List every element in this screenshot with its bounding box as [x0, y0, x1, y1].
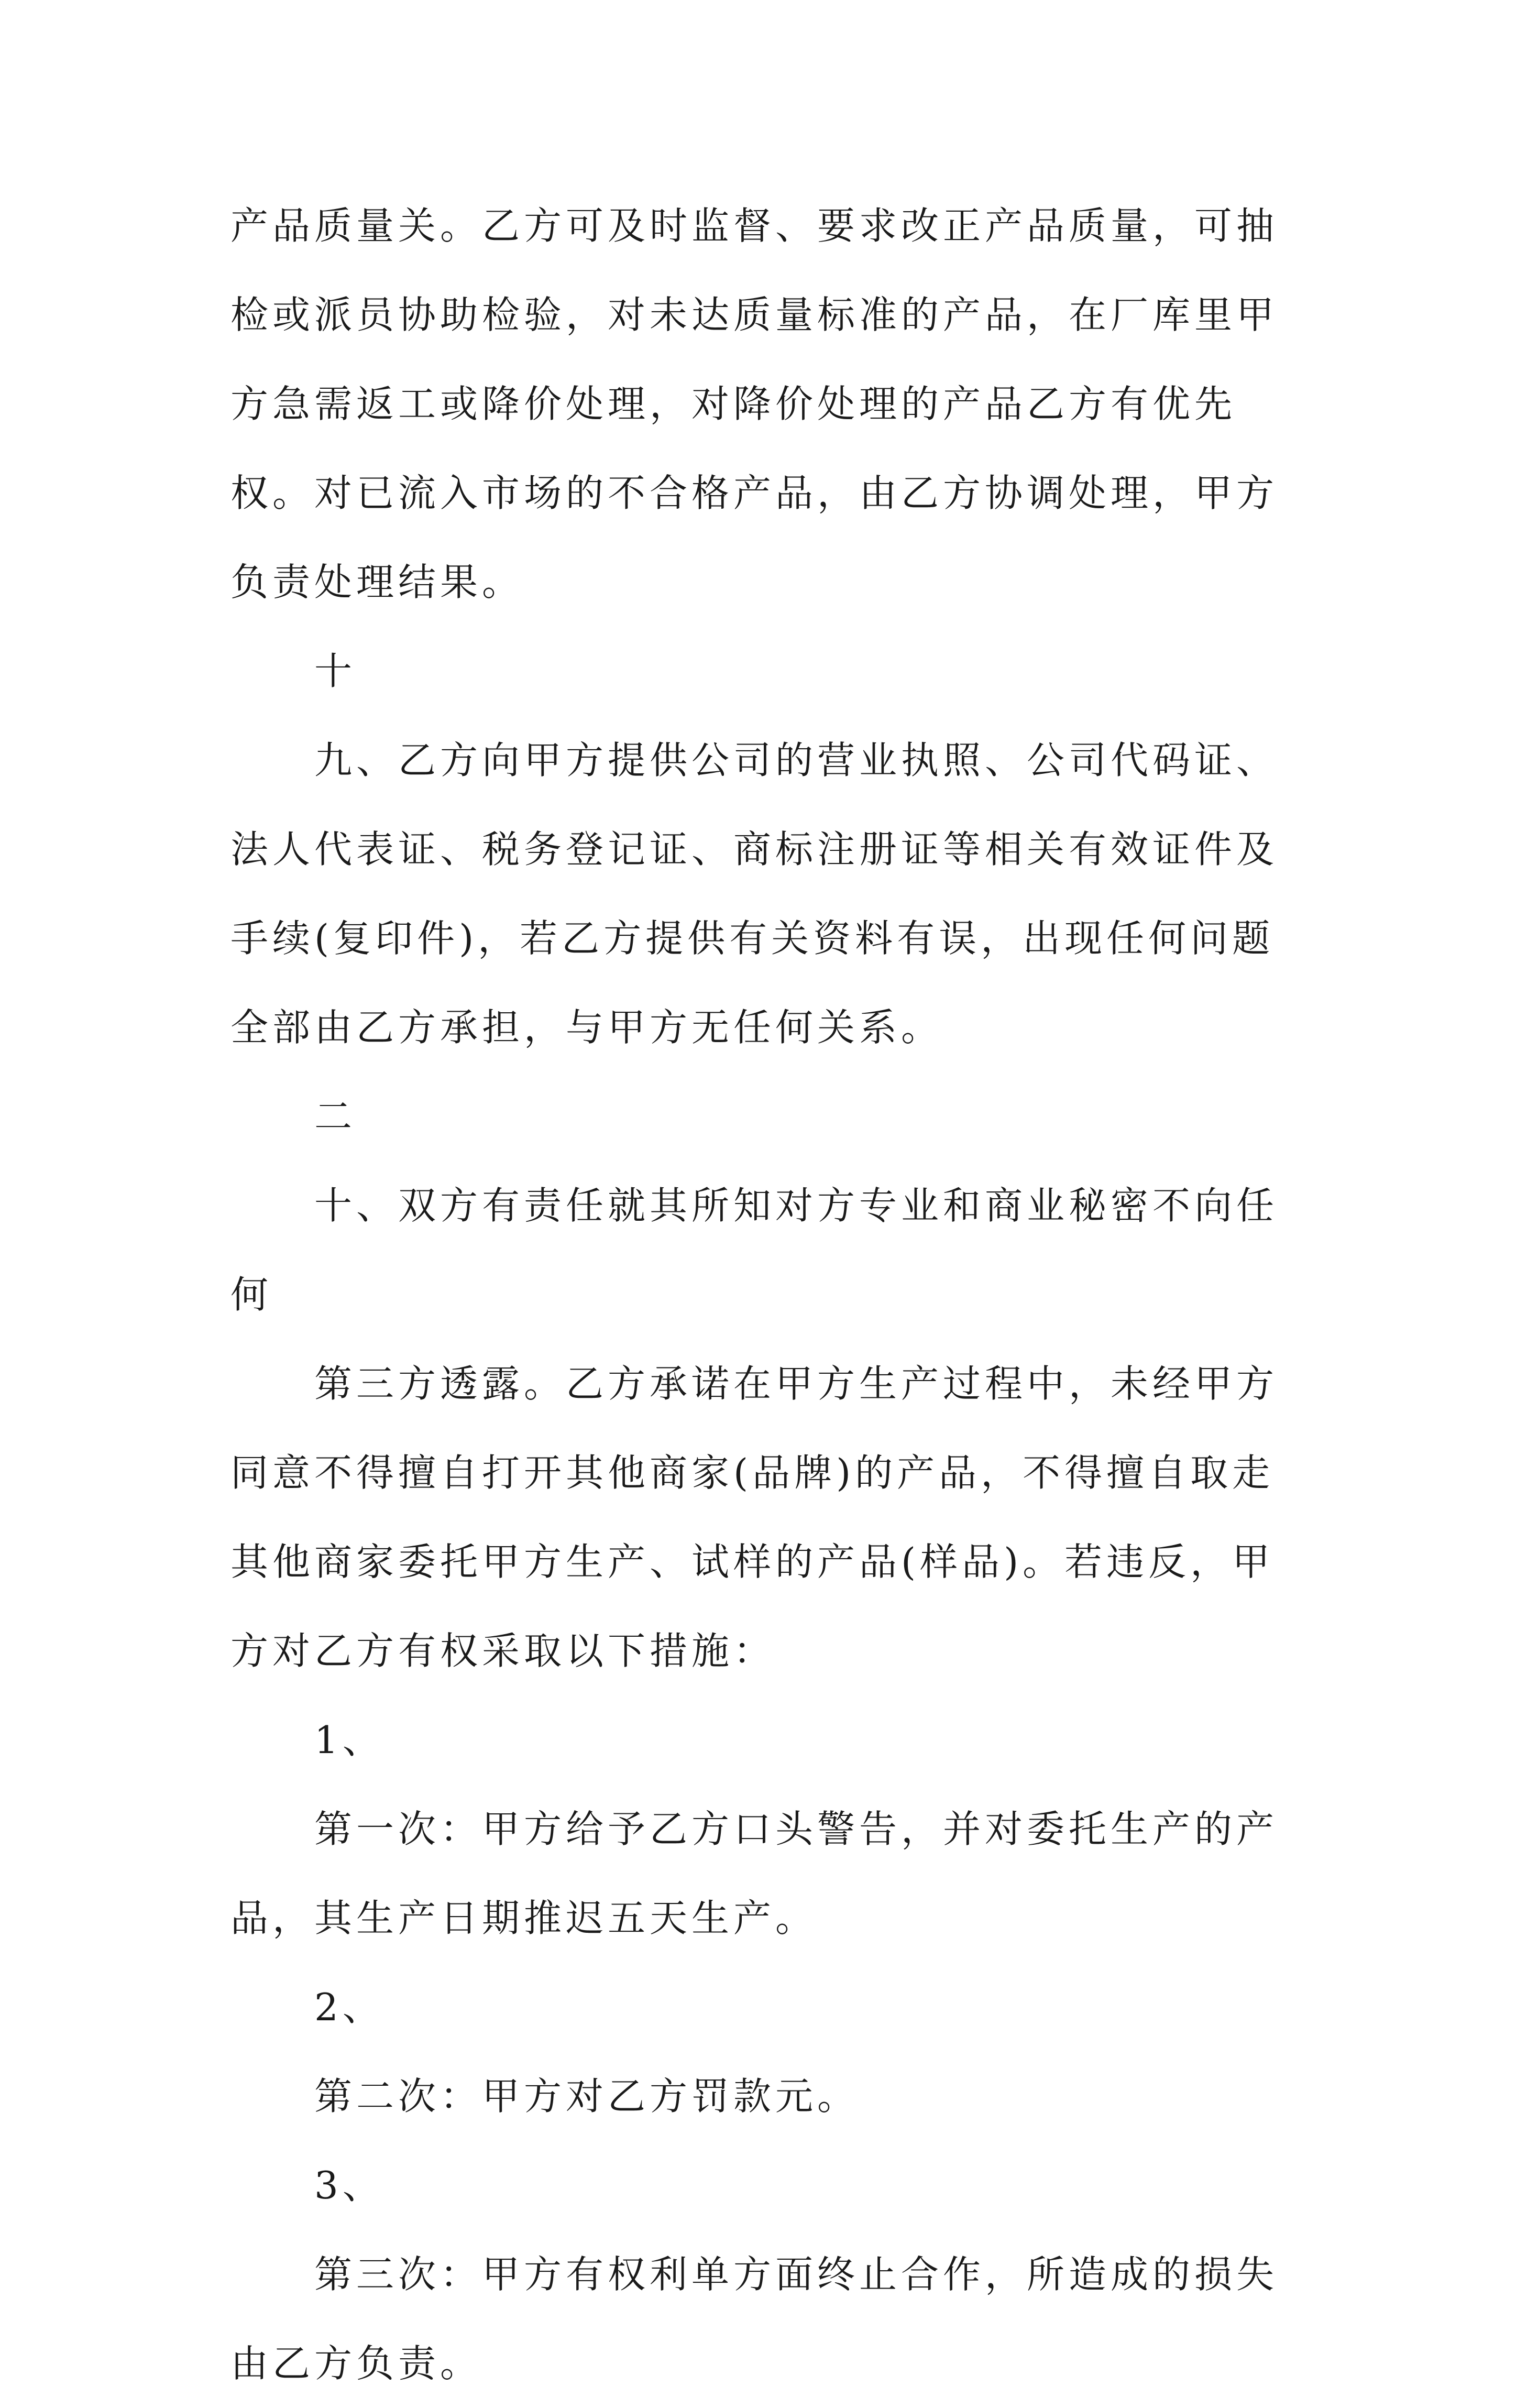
list-marker-3: 3、 — [314, 2163, 385, 2207]
list-marker-2: 2、 — [314, 1985, 385, 2029]
paragraph-number-two: 二 — [314, 1094, 357, 1139]
paragraph-first-violation: 第一次：甲方给予乙方口头警告，并对委托生产的产品，其生产日期推迟五天生产。 — [230, 1807, 1279, 1940]
paragraph-quality: 产品质量关。乙方可及时监督、要求改正产品质量，可抽检或派员协助检验，对未达质量标准的产品，在厂库里甲方急需返工或降价处理，对降价处理的产品乙方有优先权。对已流入市场的不合格产品，由乙方协调处理，甲方负责处理结果。 — [230, 204, 1279, 604]
paragraph-clause-20: 十、双方有责任就其所知对方专业和商业秘密不向任何 — [230, 1184, 1279, 1317]
list-marker-1: 1、 — [314, 1718, 385, 1762]
paragraph-third-violation: 第三次：甲方有权利单方面终止合作，所造成的损失由乙方负责。 — [230, 2252, 1279, 2385]
paragraph-second-violation: 第二次：甲方对乙方罚款元。 — [314, 2074, 860, 2118]
paragraph-confidentiality: 第三方透露。乙方承诺在甲方生产过程中，未经甲方同意不得擅自打开其他商家(品牌)的产品，不得擅自取走其他商家委托甲方生产、试样的产品(样品)。若违反，甲方对乙方有权采取以下措施： — [230, 1362, 1279, 1673]
paragraph-number-ten: 十 — [314, 649, 357, 693]
document-body — [230, 181, 1296, 2408]
paragraph-clause-19: 九、乙方向甲方提供公司的营业执照、公司代码证、法人代表证、税务登记证、商标注册证等相关有效证件及手续(复印件)，若乙方提供有关资料有误，出现任何问题全部由乙方承担，与甲方无任何关系。 — [230, 738, 1279, 1049]
